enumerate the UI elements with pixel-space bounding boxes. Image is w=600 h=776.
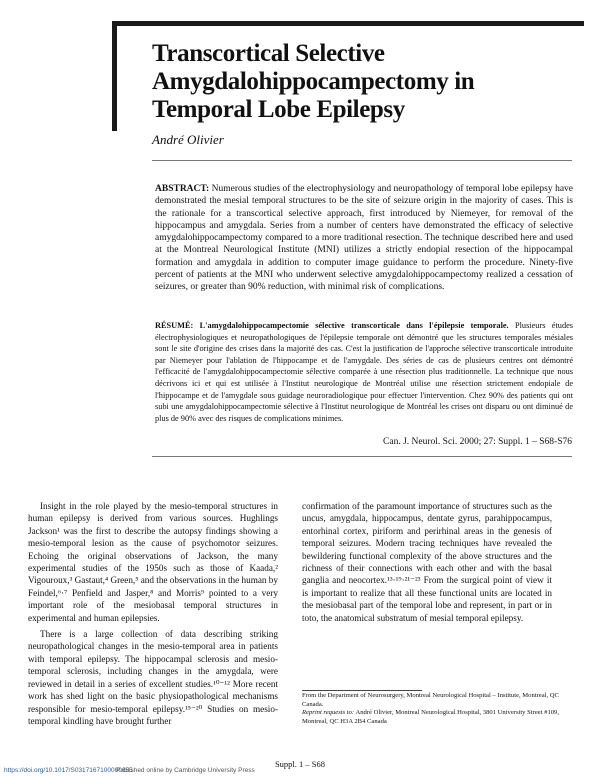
publisher-note: Published online by Cambridge University Press — [116, 767, 255, 774]
title-line-1: Transcortical Selective — [152, 40, 385, 67]
doi-link[interactable]: https://doi.org/10.1017/S0317167100000655 — [4, 767, 133, 774]
resume — [155, 320, 573, 424]
page-number: Suppl. 1 – S68 — [274, 759, 326, 769]
reprint-text: André Olivier, Montreal Neurological Hospital, 3801 University Street #109, Montreal, QC H3A 2B4 Canada — [302, 709, 559, 725]
title-line-3: Temporal Lobe Epilepsy — [152, 96, 405, 123]
title-line-2: Amygdalohippocampectomy in — [152, 68, 475, 95]
footnote-rule — [302, 690, 422, 691]
abstract — [155, 183, 573, 294]
header-rule-top — [112, 21, 584, 26]
body-paragraph: Insight in the role played by the mesio-temporal structures in human epilepsy is derived from various sources. Hughlings Jackson¹ was the first to describe the autopsy findings showing a mesio-temporal lesion as the cause of psychomotor seizures. Echoing the original observations of Jackson, the many experimental studies of the 1950s such as those of Kaada,² Vigouroux,³ Gastaut,⁴ Green,⁵ and the observations in the human by Feindel,⁶·⁷ Penfield and Jasper,⁸ and Morris⁹ pointed to a very important role of the mesiobasal temporal structures in experimental and human epilepsies. — [28, 501, 278, 623]
divider-under-citation — [152, 456, 572, 457]
body-column-right — [302, 500, 552, 628]
journal-citation: Can. J. Neurol. Sci. 2000; 27: Suppl. 1 – S68-S76 — [383, 437, 572, 447]
footnote — [302, 692, 572, 726]
resume-text: Plusieurs études électrophysiologiques et neuropathologiques de l'épilepsie temporale ont démontré que les structures temporales mésiales sont le site d'origine des crises dans la majorité des cas. C'est la justification de l'approche sélective transcorticale introduite par Niemeyer pour l'ablation de l'hippocampe et de l'amygdale. Des séries de cas de plusieurs centres ont démontré l'efficacité de l'amygdalohippocampectomie sélective comparée à une résection plus traditionnelle. La technique que nous décrivons ici et qui est utilisée à l'Institut neurologique de Montréal utilise une résection strictement endopiale de l'hippocampe et de l'amygdale sous guidage neuroradiologique pour effectuer l'intervention. Chez 90% des patients qui ont subi une amygdalohippocampectomie sélective à l'Institut neurologique de Montréal les crises ont disparu ou ont diminué de plus de 90% avec des risques de complications minimes. — [155, 321, 573, 423]
header-rule-left — [112, 21, 117, 131]
footnote-affiliation: From the Department of Neurosurgery, Montreal Neurological Hospital – Institute, Montreal, QC Canada. — [302, 692, 559, 708]
article-title — [152, 40, 572, 124]
reprint-label: Reprint requests to: — [302, 709, 355, 717]
footnote-reprint — [302, 709, 572, 726]
body-paragraph: There is a large collection of data describing striking neuropathological changes in the mesio-temporal area in patients with temporal epilepsy. The hippocampal sclerosis and mesio-temporal sclerosis, including changes in the amygdala, were reviewed in detail in a series of excellent studies.¹⁰⁻¹² More recent work has shed light on the basic physiopathological mechanisms responsible for mesio-temporal epilepsy.¹⁵⁻²⁰ Studies on mesio-temporal kindling have brought further — [28, 629, 278, 726]
abstract-label: ABSTRACT: — [155, 184, 210, 194]
resume-label: RÉSUMÉ: L'amygdalohippocampectomie sélective transcorticale dans l'épilepsie temporale. — [155, 321, 509, 330]
abstract-text: Numerous studies of the electrophysiology and neuropathology of temporal lobe epilepsy have demonstrated the mesial temporal structures to be the site of seizure origin in the majority of cases. This is the rationale for a transcortical selective approach, first introduced by Niemeyer, for removal of the hippocampus and amygdala. Series from a number of centers have demonstrated the efficacy of selective amygdalohippocampectomy compared to a more traditional resection. The technique described here and used at the Montreal Neurological Institute (MNI) utilizes a strictly endopial resection of the hippocampal formation and amygdala in addition to computer image guidance to perform the procedure. Ninety-five percent of patients at the MNI who underwent selective amygdalohippocampectomy realized a cessation of seizures, or greater than 90% reduction, with minimal risk of complications. — [155, 184, 574, 293]
divider-under-author — [152, 160, 572, 161]
body-column-left — [28, 500, 278, 731]
author-name: André Olivier — [152, 132, 224, 147]
publisher-strip — [0, 767, 600, 776]
body-paragraph: confirmation of the paramount importance of structures such as the uncus, amygdala, hippocampus, dentate gyrus, parahippocampus, entorhinal cortex, piriform and perirhinal areas in the genesis of temporal seizures. Modern tracing techniques have revealed the bewildering functional complexity of the above structures and the richness of their connections with each other and with the basal ganglia and neocortex.¹³·¹⁹·²¹⁻²³ From the surgical point of view it is important to realize that all these functional units are located in the mesiobasal part of the temporal lobe and represent, in part or in toto, the anatomical substratum of mesial temporal epilepsy. — [302, 501, 552, 623]
